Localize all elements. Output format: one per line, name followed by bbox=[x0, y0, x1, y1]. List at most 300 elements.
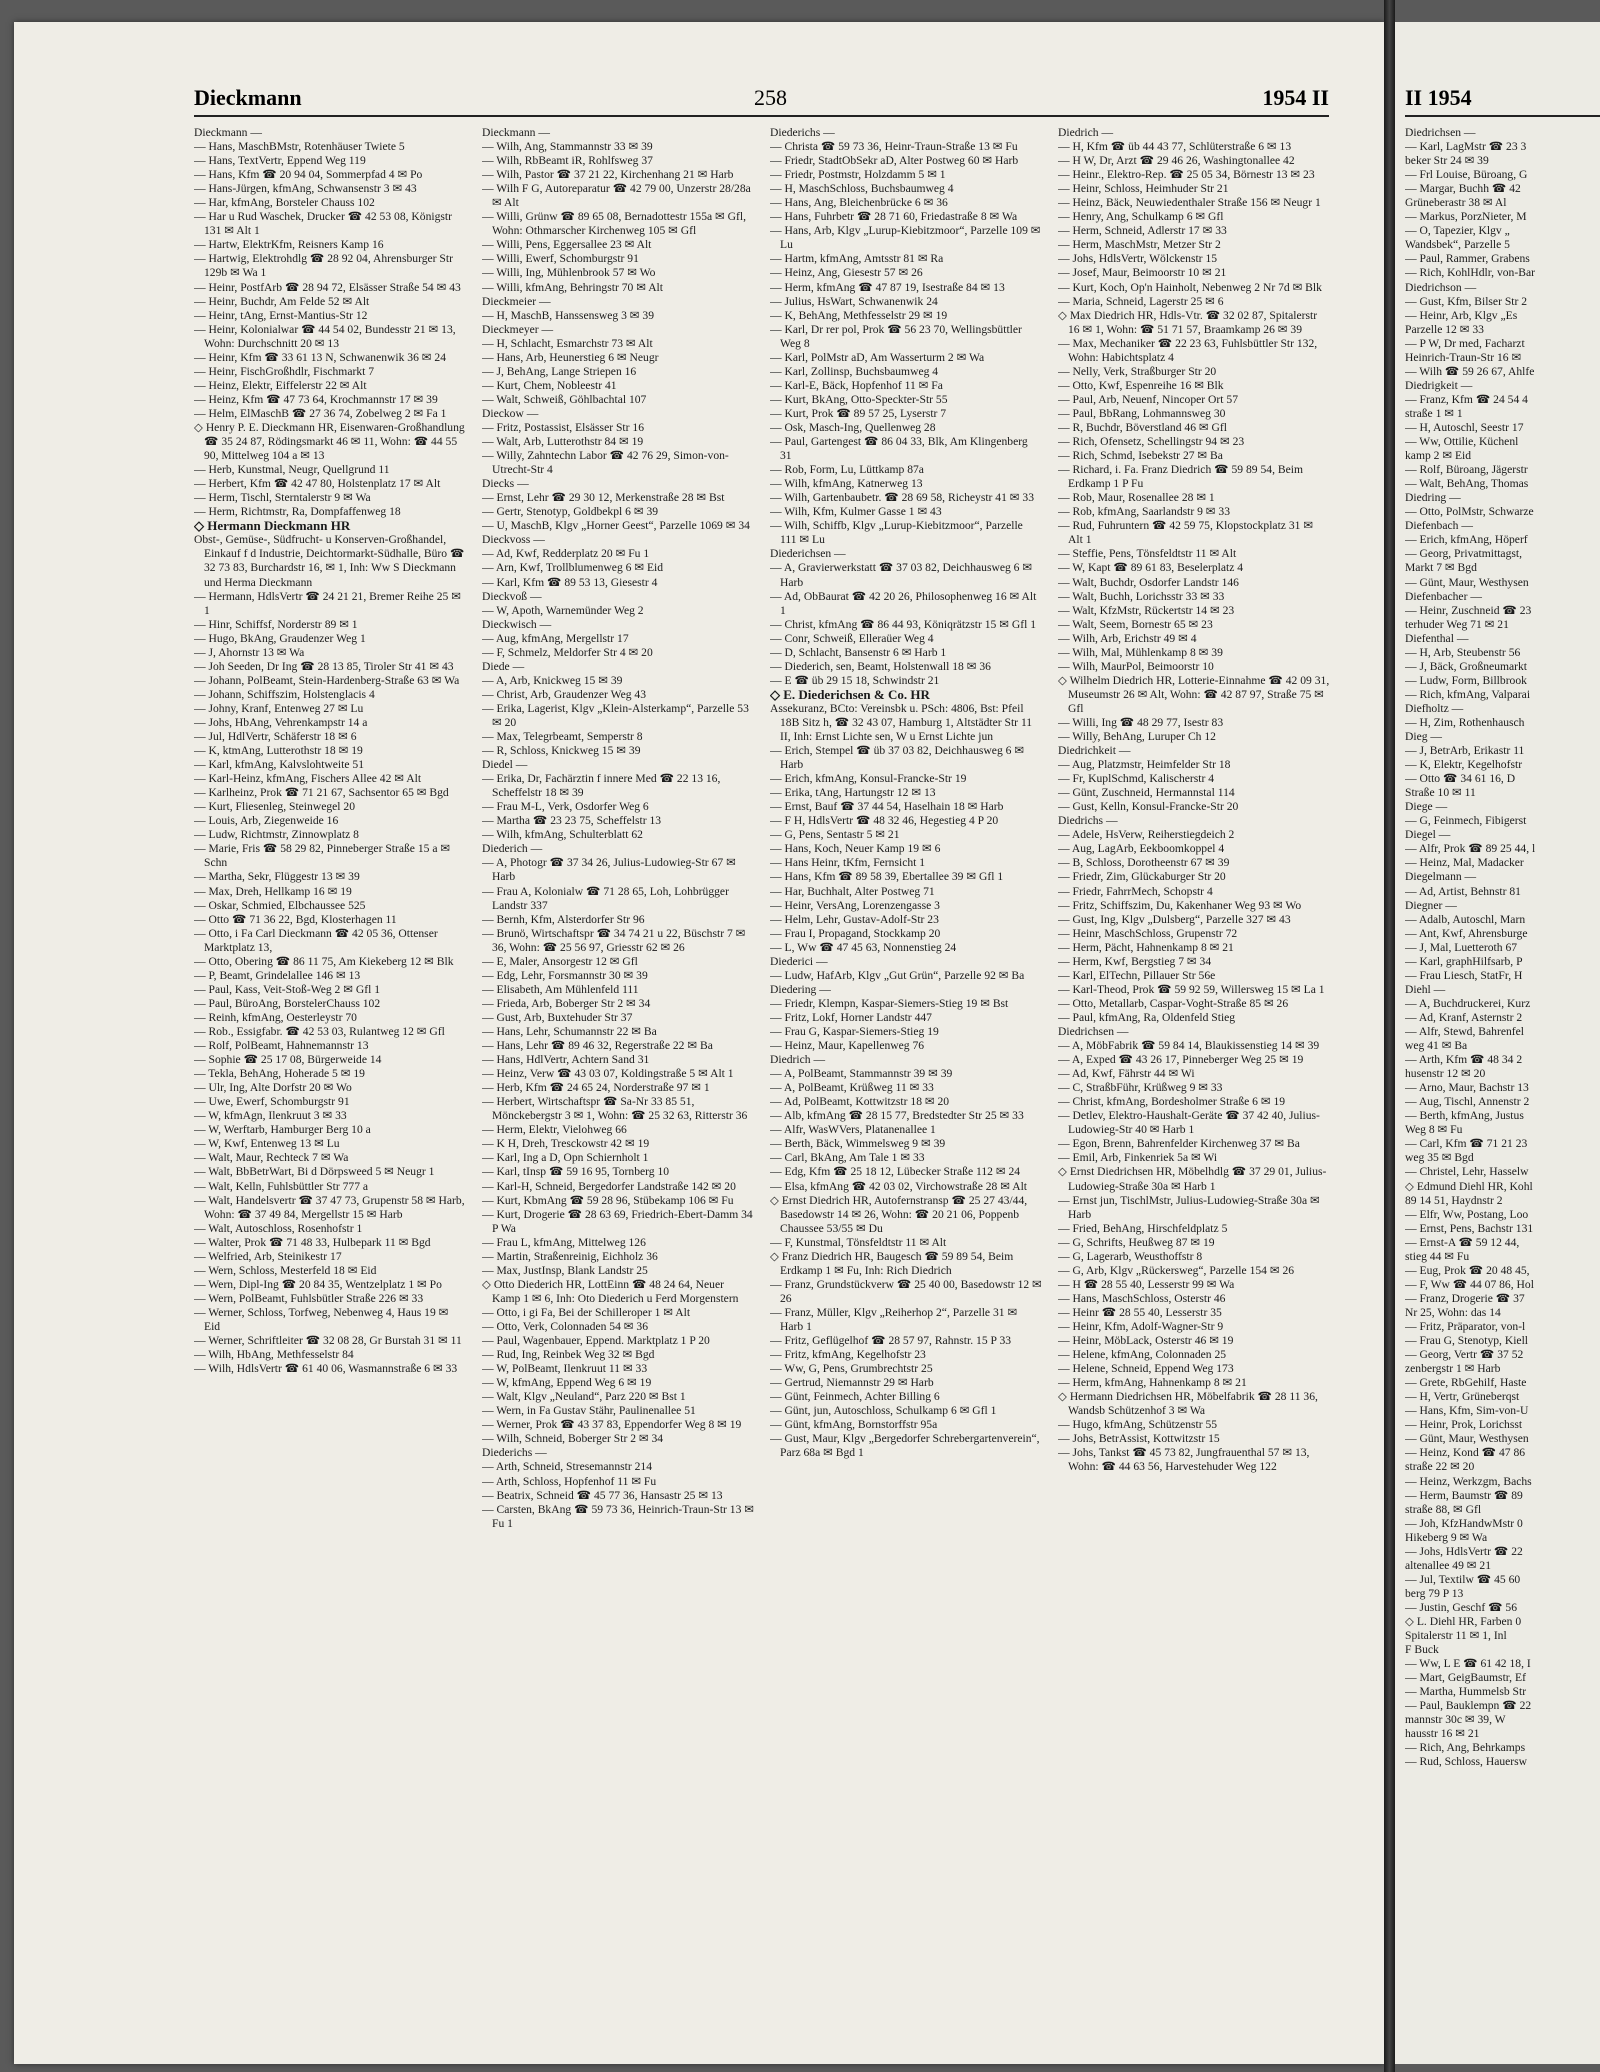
directory-entry: — Otto, Obering ☎ 86 11 75, Am Kiekeberg 12 ✉ Blk bbox=[194, 954, 454, 968]
directory-entry: — F, Ww ☎ 44 07 86, Hol bbox=[1405, 1277, 1534, 1291]
directory-entry: — Heinr, Kfm ☎ 33 61 13 N, Schwanenwik 36 ✉ 24 bbox=[194, 350, 446, 364]
directory-entry: — Heinr, Kolonialwar ☎ 44 54 02, Bundesstr 21 ✉ 13, Wohn: Durchschnitt 20 ✉ 13 bbox=[194, 322, 456, 350]
directory-entry: — Ernst, Bauf ☎ 37 44 54, Haselhain 18 ✉ Harb bbox=[770, 800, 1004, 814]
directory-entry: — Helm, ElMaschB ☎ 27 36 74, Zobelweg 2 ✉ Fa 1 bbox=[194, 406, 447, 420]
directory-entry: — J, Bäck, Großneumarkt bbox=[1405, 659, 1528, 673]
directory-entry: — Johs, HdlsVertr ☎ 22 bbox=[1405, 1544, 1523, 1558]
directory-entry: — Herb, Kunstmal, Neugr, Quellgrund 11 bbox=[194, 463, 390, 477]
directory-entry: Diegel — bbox=[1405, 828, 1451, 842]
directory-entry: — Heinz, Verw ☎ 43 03 07, Koldingstraße 5 ✉ Alt 1 bbox=[482, 1067, 734, 1081]
directory-entry: — Willi, Ing, Mühlenbrook 57 ✉ Wo bbox=[482, 266, 656, 280]
directory-entry: — Frau Liesch, StatFr, H bbox=[1405, 968, 1523, 982]
directory-entry: — Erika, Dr, Fachärztin f innere Med ☎ 22 13 16, Scheffelstr 18 ✉ 39 bbox=[482, 772, 721, 800]
directory-entry: — Rud, Ing, Reinbek Weg 32 ✉ Bgd bbox=[482, 1348, 655, 1362]
directory-entry: — Otto, Kwf, Espenreihe 16 ✉ Blk bbox=[1058, 378, 1224, 392]
directory-entry: — Johny, Kranf, Entenweg 27 ✉ Lu bbox=[194, 701, 364, 715]
directory-entry: — Walter, Prok ☎ 71 48 33, Hulbepark 11 ✉ Bgd bbox=[194, 1235, 431, 1249]
directory-entry: — Gust, Kelln, Konsul-Francke-Str 20 bbox=[1058, 800, 1239, 814]
directory-entry: — Karl-E, Bäck, Hopfenhof 11 ✉ Fa bbox=[770, 378, 943, 392]
directory-entry: — Conr, Schweiß, Elleraüer Weg 4 bbox=[770, 631, 934, 645]
directory-entry: — Paul, Bauklempn ☎ 22 bbox=[1405, 1699, 1532, 1713]
directory-entry: — Herb, Kfm ☎ 24 65 24, Norderstraße 97 ✉ 1 bbox=[482, 1081, 710, 1095]
directory-entry: altenallee 49 ✉ 21 bbox=[1405, 1558, 1492, 1572]
directory-entry: — Arth, Kfm ☎ 48 34 2 bbox=[1405, 1053, 1523, 1067]
directory-entry: — G, Lagerarb, Weusthoffstr 8 bbox=[1058, 1249, 1203, 1263]
directory-entry: — Willi, Ing ☎ 48 29 77, Isestr 83 bbox=[1058, 715, 1224, 729]
directory-entry: — Herm, MaschMstr, Metzer Str 2 bbox=[1058, 238, 1221, 252]
directory-entry: — Maria, Schneid, Lagerstr 25 ✉ 6 bbox=[1058, 294, 1224, 308]
directory-entry: — Ww, L E ☎ 61 42 18, I bbox=[1405, 1657, 1531, 1671]
directory-entry: — Helene, Schneid, Eppend Weg 173 bbox=[1058, 1362, 1234, 1376]
directory-entry: — R, Buchdr, Böverstland 46 ✉ Gfl bbox=[1058, 420, 1227, 434]
directory-page bbox=[14, 22, 1384, 2064]
directory-entry: — Max, Telegrbeamt, Semperstr 8 bbox=[482, 730, 643, 744]
directory-entry: — Hermann, HdlsVertr ☎ 24 21 21, Bremer Reihe 25 ✉ 1 bbox=[194, 589, 461, 617]
directory-column-1 bbox=[194, 126, 466, 2046]
directory-entry: ◇ L. Diehl HR, Farben 0 bbox=[1405, 1614, 1522, 1628]
directory-entry: — Paul, Arb, Neuenf, Nincoper Ort 57 bbox=[1058, 392, 1238, 406]
directory-entry: ◇ E. Diederichsen & Co. HR bbox=[770, 686, 930, 702]
directory-entry: — Heinz, Kfm ☎ 47 73 64, Krochmannstr 17 ✉ 39 bbox=[194, 392, 438, 406]
directory-entry: — Alb, kfmAng ☎ 28 15 77, Bredstedter Str 25 ✉ 33 bbox=[770, 1109, 1024, 1123]
directory-entry: — Ulr, Ing, Alte Dorfstr 20 ✉ Wo bbox=[194, 1081, 352, 1095]
directory-entry: — Walt, Seem, Bornestr 65 ✉ 23 bbox=[1058, 617, 1213, 631]
directory-entry: Diedel — bbox=[482, 758, 528, 772]
directory-entry: — Heinz, Elektr, Eiffelerstr 22 ✉ Alt bbox=[194, 378, 367, 392]
directory-entry: — Herm, Schneid, Adlerstr 17 ✉ 33 bbox=[1058, 224, 1227, 238]
directory-entry: — Christ, kfmAng, Bordesholmer Straße 6 ✉ 19 bbox=[1058, 1095, 1286, 1109]
directory-entry: — W, kfmAgn, Ilenkruut 3 ✉ 33 bbox=[194, 1109, 347, 1123]
directory-entry: — Heinr ☎ 28 55 40, Lesserstr 35 bbox=[1058, 1305, 1222, 1319]
directory-entry: Dieckmeier — bbox=[482, 294, 551, 308]
directory-entry: — E ☎ üb 29 15 18, Schwindstr 21 bbox=[770, 673, 940, 687]
directory-entry: — Rob, Maur, Rosenallee 28 ✉ 1 bbox=[1058, 491, 1215, 505]
directory-entry: — Richard, i. Fa. Franz Diedrich ☎ 59 89 54, Beim Erdkamp 1 P Fu bbox=[1058, 463, 1303, 491]
directory-entry: — Heinr, PostfArb ☎ 28 94 72, Elsässer Straße 54 ✉ 43 bbox=[194, 280, 461, 294]
directory-entry: Diedrichkeit — bbox=[1058, 744, 1131, 758]
directory-column-2 bbox=[482, 126, 754, 2046]
directory-entry: — Hans, Arb, Heunerstieg 6 ✉ Neugr bbox=[482, 350, 659, 364]
directory-entry: — Justin, Geschf ☎ 56 bbox=[1405, 1600, 1518, 1614]
directory-entry: — Martha, Hummelsb Str bbox=[1405, 1685, 1527, 1699]
directory-entry: — W, PolBeamt, Ilenkruut 11 ✉ 33 bbox=[482, 1362, 648, 1376]
directory-entry: — Martin, Straßenreinig, Eichholz 36 bbox=[482, 1249, 658, 1263]
directory-entry: — Wilh, MaurPol, Beimoorstr 10 bbox=[1058, 659, 1214, 673]
directory-entry: — Christ, kfmAng ☎ 86 44 93, Köniqrätzstr 15 ✉ Gfl 1 bbox=[770, 617, 1036, 631]
directory-entry: — Reinh, kfmAng, Oesterleystr 70 bbox=[194, 1010, 357, 1024]
directory-entry: Wandsbek“, Parzelle 5 bbox=[1405, 238, 1510, 252]
directory-entry: ◇ Hermann Dieckmann HR bbox=[194, 518, 351, 534]
directory-entry: — Paul, BüroAng, BorstelerChauss 102 bbox=[194, 996, 381, 1010]
directory-column-3 bbox=[770, 126, 1042, 2046]
directory-entry: — Walt, Schweiß, Göhlbachtal 107 bbox=[482, 392, 647, 406]
directory-entry: — Ludw, HafArb, Klgv „Gut Grün“, Parzelle 92 ✉ Ba bbox=[770, 968, 1025, 982]
directory-entry: — Wilh F G, Autoreparatur ☎ 42 79 00, Unzerstr 28/28a ✉ Alt bbox=[482, 182, 751, 210]
directory-entry: Diedrichsen — bbox=[1058, 1025, 1129, 1038]
directory-entry: ◇ Franz Diedrich HR, Baugesch ☎ 59 89 54, Beim Erdkamp 1 ✉ Fu, Inh: Rich Diedrich bbox=[770, 1249, 1014, 1277]
directory-entry: — Berth, Bäck, Wimmelsweg 9 ✉ 39 bbox=[770, 1137, 946, 1151]
directory-entry: — Beatrix, Schneid ☎ 45 77 36, Hansastr 25 ✉ 13 bbox=[482, 1488, 723, 1502]
directory-entry: — Herbert, Kfm ☎ 42 47 80, Holstenplatz 17 ✉ Alt bbox=[194, 477, 441, 491]
directory-entry: — Aug, kfmAng, Mergellstr 17 bbox=[482, 631, 629, 645]
directory-entry: zenbergstr 1 ✉ Harb bbox=[1405, 1362, 1501, 1376]
directory-entry: Assekuranz, BCto: Vereinsbk u. PSch: 4806, Bst: Pfeil 18B Sitz h, ☎ 32 43 07, Hamburg 1, Altstädter Str 11 II, Inh: Ernst Lichte sen, W u Ernst Lichte jun bbox=[770, 701, 1033, 744]
directory-entry: — Herm, Kwf, Bergstieg 7 ✉ 34 bbox=[1058, 954, 1212, 968]
directory-entry: — Karl, PolMstr aD, Am Wasserturm 2 ✉ Wa bbox=[770, 350, 985, 364]
directory-entry: — Max, Mechaniker ☎ 22 23 63, Fuhlsbüttler Str 132, Wohn: Habichtsplatz 4 bbox=[1058, 336, 1318, 364]
directory-entry: Straße 10 ✉ 11 bbox=[1405, 786, 1476, 800]
directory-entry: — Johann, Schiffszim, Holstenglacis 4 bbox=[194, 687, 375, 701]
directory-entry: — Rich, Ang, Behrkamps bbox=[1405, 1741, 1526, 1755]
directory-entry: — Karl, kfmAng, Kalvslohtweite 51 bbox=[194, 758, 365, 772]
directory-entry: — Herm, kfmAng ☎ 47 87 19, Isestraße 84 ✉ 13 bbox=[770, 280, 1005, 294]
directory-entry: — Hans, HdlVertr, Achtern Sand 31 bbox=[482, 1053, 650, 1067]
directory-entry: — Josef, Maur, Beimoorstr 10 ✉ 21 bbox=[1058, 266, 1227, 280]
directory-entry: — G, Schrifts, Heußweg 87 ✉ 19 bbox=[1058, 1235, 1215, 1249]
directory-entry: — Joh Seeden, Dr Ing ☎ 28 13 85, Tiroler Str 41 ✉ 43 bbox=[194, 659, 454, 673]
directory-entry: — Gertrud, Niemannstr 29 ✉ Harb bbox=[770, 1376, 934, 1390]
directory-entry: — Hans, Lehr ☎ 89 46 32, Regerstraße 22 ✉ Ba bbox=[482, 1039, 713, 1053]
directory-entry: — Max, JustInsp, Blank Landstr 25 bbox=[482, 1263, 648, 1277]
directory-entry: — H, Schlacht, Esmarchstr 73 ✉ Alt bbox=[482, 336, 653, 350]
directory-entry: — D, Schlacht, Bansenstr 6 ✉ Harb 1 bbox=[770, 645, 947, 659]
directory-column-4 bbox=[1058, 126, 1330, 2046]
directory-entry: Diefenbach — bbox=[1405, 519, 1473, 533]
directory-entry: — Willi, Grünw ☎ 89 65 08, Bernadottestr 155a ✉ Gfl, Wohn: Othmarscher Kirchenweg 105 ✉ Gfl bbox=[482, 210, 747, 238]
directory-entry: — Frieda, Arb, Boberger Str 2 ✉ 34 bbox=[482, 996, 651, 1010]
directory-entry: ◇ Henry P. E. Dieckmann HR, Eisenwaren-Großhandlung ☎ 35 24 87, Rödingsmarkt 46 ✉ 11, Wohn: ☎ 44 55 90, Mittelweg 104 a ✉ 13 bbox=[194, 420, 465, 463]
directory-entry: — J, Ahornstr 13 ✉ Wa bbox=[194, 645, 305, 659]
directory-entry: — Marie, Fris ☎ 58 29 82, Pinneberger Straße 15 a ✉ Schn bbox=[194, 842, 451, 870]
directory-entry: Heinrich-Traun-Str 16 ✉ bbox=[1405, 350, 1522, 364]
directory-entry: — Osk, Masch-Ing, Quellenweg 28 bbox=[770, 420, 936, 434]
directory-entry: — Fritz, Präparator, von-l bbox=[1405, 1319, 1526, 1333]
directory-entry: — Herm, Tischl, Sterntalerstr 9 ✉ Wa bbox=[194, 491, 371, 505]
directory-entry: — Gust, Arb, Buxtehuder Str 37 bbox=[482, 1010, 633, 1024]
directory-entry: — Ad, ObBaurat ☎ 42 20 26, Philosophenweg 16 ✉ Alt 1 bbox=[770, 589, 1037, 617]
directory-entry: — Helene, kfmAng, Colonnaden 25 bbox=[1058, 1348, 1227, 1362]
directory-entry: — H, MaschB, Hanssensweg 3 ✉ 39 bbox=[482, 308, 655, 322]
directory-entry: — Walt, Handelsvertr ☎ 37 47 73, Grupenstr 58 ✉ Harb, Wohn: ☎ 37 49 84, Mergellstr 15 ✉ Harb bbox=[194, 1193, 465, 1221]
directory-entry: — Grete, RbGehilf, Haste bbox=[1405, 1376, 1527, 1390]
directory-entry: — Elsa, kfmAng ☎ 42 03 02, Virchowstraße 28 ✉ Alt bbox=[770, 1179, 1028, 1193]
directory-entry: Diederici — bbox=[770, 954, 828, 968]
directory-entry: — Aug, Platzmstr, Heimfelder Str 18 bbox=[1058, 758, 1231, 772]
directory-entry: — Alfr, WasWVers, Platanenallee 1 bbox=[770, 1123, 936, 1137]
directory-entry: — Brunö, Wirtschaftspr ☎ 34 74 21 u 22, Büschstr 7 ✉ 36, Wohn: ☎ 25 56 97, Griesstr 62 ✉ 26 bbox=[482, 926, 746, 954]
directory-entry: straße 88, ✉ Gfl bbox=[1405, 1502, 1482, 1516]
directory-entry: — K, BehAng, Methfesselstr 29 ✉ 19 bbox=[770, 308, 948, 322]
directory-entry: — Gust, Kfm, Bilser Str 2 bbox=[1405, 294, 1528, 308]
directory-entry: — Heinr, FischGroßhdlr, Fischmarkt 7 bbox=[194, 364, 375, 378]
directory-entry: — Frl Louise, Büroang, G bbox=[1405, 168, 1528, 182]
directory-entry: ◇ Otto Diederich HR, LottEinn ☎ 48 24 64, Neuer Kamp 1 ✉ 6, Inh: Oto Diederich u Ferd Morgenstern bbox=[482, 1277, 739, 1305]
directory-entry: — Rob, kfmAng, Saarlandstr 9 ✉ 33 bbox=[1058, 505, 1231, 519]
directory-entry: — Franz, Drogerie ☎ 37 bbox=[1405, 1291, 1525, 1305]
directory-entry: — Walt, BbBetrWart, Bi d Dörpsweed 5 ✉ Neugr 1 bbox=[194, 1165, 435, 1179]
directory-entry: — Christ, Arb, Graudenzer Weg 43 bbox=[482, 687, 647, 701]
directory-entry: — Hans Heinr, tKfm, Fernsicht 1 bbox=[770, 856, 926, 870]
directory-entry: — B, Schloss, Dorotheenstr 67 ✉ 39 bbox=[1058, 856, 1230, 870]
directory-entry: — A, PolBeamt, Stammannstr 39 ✉ 39 bbox=[770, 1067, 953, 1081]
directory-entry: — Sophie ☎ 25 17 08, Bürgerweide 14 bbox=[194, 1053, 382, 1067]
directory-entry: — E, Maler, Ansorgestr 12 ✉ Gfl bbox=[482, 954, 638, 968]
directory-entry: — Ernst, Lehr ☎ 29 30 12, Merkenstraße 28 ✉ Bst bbox=[482, 491, 725, 505]
directory-entry: — Ad, Kwf, Redderplatz 20 ✉ Fu 1 bbox=[482, 547, 650, 561]
directory-entry: — F, Kunstmal, Tönsfeldtstr 11 ✉ Alt bbox=[770, 1235, 947, 1249]
directory-entry: ◇ Ernst Diedrichsen HR, Möbelhdlg ☎ 37 29 01, Julius-Ludowieg-Straße 30a ✉ Harb 1 bbox=[1058, 1165, 1327, 1193]
directory-entry: — Eug, Prok ☎ 20 48 45, bbox=[1405, 1263, 1530, 1277]
directory-entry: — Kurt, Prok ☎ 89 57 25, Lyserstr 7 bbox=[770, 406, 947, 420]
directory-entry: — Karl, ElTechn, Pillauer Str 56e bbox=[1058, 968, 1216, 982]
directory-entry: — H, Zim, Rothenhausch bbox=[1405, 715, 1525, 729]
directory-entry: — H, Kfm ☎ üb 44 43 77, Schlüterstraße 6 ✉ 13 bbox=[1058, 140, 1292, 154]
directory-entry: — Karl, Ing a D, Opn Schiernholt 1 bbox=[482, 1151, 649, 1165]
directory-entry: Dieg — bbox=[1405, 730, 1443, 744]
directory-entry: — Martha ☎ 23 23 75, Scheffelstr 13 bbox=[482, 814, 662, 828]
directory-entry: — Hans, Arb, Klgv „Lurup-Kiebitzmoor“, Parzelle 109 ✉ Lu bbox=[770, 224, 1041, 252]
directory-entry: — Fritz, kfmAng, Kegelhofstr 23 bbox=[770, 1348, 926, 1362]
directory-entry: — Frau G, Stenotyp, Kiell bbox=[1405, 1334, 1529, 1348]
directory-entry: — Elfr, Ww, Postang, Loo bbox=[1405, 1207, 1529, 1221]
directory-entry: — Arth, Schneid, Stresemannstr 214 bbox=[482, 1460, 653, 1474]
directory-entry: — Margar, Buchh ☎ 42 bbox=[1405, 182, 1521, 196]
directory-entry: — Henry, Ang, Schulkamp 6 ✉ Gfl bbox=[1058, 210, 1224, 224]
directory-entry: — Wilh, Pastor ☎ 37 21 22, Kirchenhang 21 ✉ Harb bbox=[482, 168, 734, 182]
directory-entry: — Karl-Heinz, kfmAng, Fischers Allee 42 ✉ Alt bbox=[194, 772, 422, 786]
directory-entry: — Gust, Maur, Klgv „Bergedorfer Schrebergartenverein“, Parz 68a ✉ Bgd 1 bbox=[770, 1432, 1040, 1460]
directory-entry: — A, Photogr ☎ 37 34 26, Julius-Ludowieg-Str 67 ✉ Harb bbox=[482, 856, 736, 884]
directory-entry: — Fritz, Postassist, Elsässer Str 16 bbox=[482, 420, 644, 434]
directory-entry: — A, MöbFabrik ☎ 59 84 14, Blaukissenstieg 14 ✉ 39 bbox=[1058, 1039, 1320, 1053]
directory-entry: — K H, Dreh, Tresckowstr 42 ✉ 19 bbox=[482, 1137, 650, 1151]
directory-entry: — Hartm, kfmAng, Amtsstr 81 ✉ Ra bbox=[770, 252, 944, 266]
directory-entry: ◇ Ernst Diedrich HR, Autofernstransp ☎ 25 27 43/44, Basedowstr 14 ✉ 26, Wohn: ☎ 20 21 06, Poppenb Chaussee 53/55 ✉ Du bbox=[770, 1193, 1028, 1235]
directory-entry: — Otto, Verk, Colonnaden 54 ✉ 36 bbox=[482, 1319, 649, 1333]
directory-entry: — C, StraßbFühr, Krüßweg 9 ✉ 33 bbox=[1058, 1081, 1223, 1095]
directory-entry: — Heinr, tAng, Ernst-Mantius-Str 12 bbox=[194, 308, 368, 322]
directory-entry: — J, Mal, Luetteroth 67 bbox=[1405, 940, 1518, 954]
directory-entry: — Johs, HdlsVertr, Wölckenstr 15 bbox=[1058, 252, 1218, 266]
directory-entry: — Nelly, Verk, Straßburger Str 20 bbox=[1058, 364, 1217, 378]
directory-entry: hausstr 16 ✉ 21 bbox=[1405, 1727, 1480, 1741]
directory-entry: — A, Exped ☎ 43 26 17, Pinneberger Weg 25 ✉ 19 bbox=[1058, 1053, 1304, 1067]
directory-entry: — Herm, kfmAng, Hahnenkamp 8 ✉ 21 bbox=[1058, 1376, 1247, 1390]
directory-entry: Markt 7 ✉ Bgd bbox=[1405, 561, 1477, 575]
directory-entry: — Arth, Schloss, Hopfenhof 11 ✉ Fu bbox=[482, 1474, 657, 1488]
directory-entry: — Kurt, Drogerie ☎ 28 63 69, Friedrich-Ebert-Damm 34 P Wa bbox=[482, 1207, 753, 1235]
directory-entry: — Heinr, MaschSchloss, Grupenstr 72 bbox=[1058, 926, 1238, 940]
directory-entry: — Heinr, Schloss, Heimhuder Str 21 bbox=[1058, 182, 1229, 196]
directory-entry: Diege — bbox=[1405, 800, 1448, 814]
directory-entry: — Diederich, sen, Beamt, Holstenwall 18 ✉ 36 bbox=[770, 659, 991, 673]
directory-entry: — W, Kwf, Entenweg 13 ✉ Lu bbox=[194, 1137, 340, 1151]
directory-entry: — Fr, KuplSchmd, Kalischerstr 4 bbox=[1058, 772, 1215, 786]
directory-entry: — A, Buchdruckerei, Kurz bbox=[1405, 996, 1531, 1010]
directory-entry: 89 14 51, Haydnstr 2 bbox=[1405, 1193, 1503, 1207]
directory-entry: — Friedr, Postmstr, Holzdamm 5 ✉ 1 bbox=[770, 168, 946, 182]
directory-entry: berg 79 P 13 bbox=[1405, 1586, 1464, 1600]
directory-entry: Diedrichson — bbox=[1405, 280, 1477, 294]
directory-entry: — Hans, Ang, Bleichenbrücke 6 ✉ 36 bbox=[770, 196, 948, 210]
directory-entry: Diedrichsen — bbox=[1405, 126, 1476, 139]
directory-entry: — Arn, Kwf, Trollblumenweg 6 ✉ Eid bbox=[482, 561, 664, 575]
directory-entry: — Julius, HsWart, Schwanenwik 24 bbox=[770, 294, 938, 308]
directory-entry: Dieckvoß — bbox=[482, 589, 542, 603]
directory-entry: — Heinr, Arb, Klgv „Es bbox=[1405, 308, 1518, 322]
directory-entry: — Günt, Zuschneid, Hermannstal 114 bbox=[1058, 786, 1235, 800]
directory-entry: — Wilh, kfmAng, Schulterblatt 62 bbox=[482, 828, 643, 842]
book-gutter bbox=[1384, 0, 1395, 2072]
directory-entry: — Walt, Kelln, Fuhlsbüttler Str 777 a bbox=[194, 1179, 369, 1193]
directory-entry: — Adele, HsVerw, Reiherstiegdeich 2 bbox=[1058, 828, 1235, 842]
directory-entry: — Elisabeth, Am Mühlenfeld 111 bbox=[482, 982, 639, 996]
directory-entry: — Kurt, Koch, Op'n Hainholt, Nebenweg 2 Nr 7d ✉ Blk bbox=[1058, 280, 1322, 294]
directory-entry: — Har, kfmAng, Borsteler Chauss 102 bbox=[194, 196, 375, 210]
directory-entry: — Carsten, BkAng ☎ 59 73 36, Heinrich-Traun-Str 13 ✉ Fu 1 bbox=[482, 1502, 754, 1530]
directory-entry: — Heinr, Prok, Lorichsst bbox=[1405, 1418, 1523, 1432]
directory-entry: — Kurt, KbmAng ☎ 59 28 96, Stübekamp 106 ✉ Fu bbox=[482, 1193, 734, 1207]
directory-entry: — Fritz, Geflügelhof ☎ 28 57 97, Rahnstr. 15 P 33 bbox=[770, 1334, 1012, 1348]
directory-entry: — Wilh, Arb, Erichstr 49 ✉ 4 bbox=[1058, 631, 1197, 645]
directory-entry: Parzelle 12 ✉ 33 bbox=[1405, 322, 1484, 336]
directory-entry: — Günt, jun, Autoschloss, Schulkamp 6 ✉ Gfl 1 bbox=[770, 1404, 997, 1418]
directory-entry: — Louis, Arb, Ziegenweide 16 bbox=[194, 814, 339, 828]
directory-entry: ◇ Max Diedrich HR, Hdls-Vtr. ☎ 32 02 87, Spitalerstr 16 ✉ 1, Wohn: ☎ 51 71 57, Braamkamp 26 ✉ 39 bbox=[1058, 308, 1318, 336]
directory-entry: — Joh, KfzHandwMstr 0 bbox=[1405, 1516, 1523, 1530]
directory-entry: — Hans, Kfm ☎ 89 58 39, Ebertallee 39 ✉ Gfl 1 bbox=[770, 870, 1004, 884]
directory-entry: ◇ Wilhelm Diedrich HR, Lotterie-Einnahme ☎ 42 09 31, Museumstr 26 ✉ Alt, Wohn: ☎ 42 87 97, Straße 75 ✉ Gfl bbox=[1058, 673, 1330, 715]
directory-entry: — Heinr, Kfm, Adolf-Wagner-Str 9 bbox=[1058, 1319, 1224, 1333]
directory-entry: — Willy, BehAng, Luruper Ch 12 bbox=[1058, 730, 1216, 744]
directory-entry: — Rich, Ofensetz, Schellingstr 94 ✉ 23 bbox=[1058, 435, 1245, 449]
directory-entry: — Rolf, Büroang, Jägerstr bbox=[1405, 463, 1528, 477]
directory-entry: — Wern, in Fa Gustav Stähr, Paulinenallee 51 bbox=[482, 1404, 696, 1418]
directory-entry: Nr 25, Wohn: das 14 bbox=[1405, 1305, 1501, 1319]
directory-entry: Diefholtz — bbox=[1405, 701, 1464, 715]
directory-entry: — W, Apoth, Warnemünder Weg 2 bbox=[482, 603, 644, 617]
directory-entry: — Welfried, Arb, Steinikestr 17 bbox=[194, 1249, 342, 1263]
directory-entry: — F H, HdlsVertr ☎ 48 32 46, Hegestieg 4 P 20 bbox=[770, 814, 999, 828]
directory-entry: — Friedr, Klempn, Kaspar-Siemers-Stieg 19 ✉ Bst bbox=[770, 996, 1009, 1010]
directory-entry: beker Str 24 ✉ 39 bbox=[1405, 154, 1489, 168]
directory-entry: — Emil, Arb, Finkenriek 5a ✉ Wi bbox=[1058, 1151, 1218, 1165]
next-page-edge bbox=[1395, 22, 1600, 2064]
directory-entry: Diecks — bbox=[482, 477, 529, 491]
directory-entry: — Karl, tInsp ☎ 59 16 95, Tornberg 10 bbox=[482, 1165, 670, 1179]
directory-entry: — Jul, HdlVertr, Schäferstr 18 ✉ 6 bbox=[194, 730, 357, 744]
directory-entry: straße 22 ✉ 20 bbox=[1405, 1460, 1475, 1474]
directory-entry: — Otto ☎ 71 36 22, Bgd, Klosterhagen 11 bbox=[194, 912, 397, 926]
directory-entry: — Walt, Klgv „Neuland“, Parz 220 ✉ Bst 1 bbox=[482, 1390, 686, 1404]
directory-entry: — Franz, Grundstückverw ☎ 25 40 00, Basedowstr 12 ✉ 26 bbox=[770, 1277, 1042, 1305]
directory-entry: — Otto, Metallarb, Caspar-Voght-Straße 85 ✉ 26 bbox=[1058, 996, 1289, 1010]
directory-entry: — Har u Rud Waschek, Drucker ☎ 42 53 08, Königstr 131 ✉ Alt 1 bbox=[194, 210, 453, 238]
directory-entry: — Ad, Artist, Behnstr 81 bbox=[1405, 884, 1521, 898]
directory-entry: — Kurt, BkAng, Otto-Speckter-Str 55 bbox=[770, 392, 948, 406]
directory-entry: — A, Gravierwerkstatt ☎ 37 03 82, Deichhausweg 6 ✉ Harb bbox=[770, 561, 1033, 589]
directory-entry: straße 1 ✉ 1 bbox=[1405, 406, 1463, 420]
directory-entry: — Arno, Maur, Bachstr 13 bbox=[1405, 1081, 1529, 1095]
directory-entry: — Wilh, RbBeamt iR, Rohlfsweg 37 bbox=[482, 154, 653, 168]
directory-entry: — Fritz, Schiffszim, Du, Kakenhaner Weg 93 ✉ Wo bbox=[1058, 898, 1302, 912]
directory-entry: — Herbert, Wirtschaftspr ☎ Sa-Nr 33 85 51, Mönckebergstr 3 ✉ 1, Wohn: ☎ 25 32 63, Ritterstr 36 bbox=[482, 1095, 748, 1123]
directory-entry: Diefenbacher — bbox=[1405, 589, 1482, 603]
directory-entry: Diehl — bbox=[1405, 982, 1446, 996]
directory-entry: — P, Beamt, Grindelallee 146 ✉ 13 bbox=[194, 968, 361, 982]
directory-entry: — Ad, Kranf, Asternstr 2 bbox=[1405, 1010, 1523, 1024]
directory-entry: Diegelmann — bbox=[1405, 870, 1477, 884]
directory-entry: — Willi, Pens, Eggersallee 23 ✉ Alt bbox=[482, 238, 652, 252]
directory-entry: — Otto, i Fa Carl Dieckmann ☎ 42 05 36, Ottenser Marktplatz 13, bbox=[194, 926, 438, 954]
directory-entry: — Martha, Sekr, Flüggestr 13 ✉ 39 bbox=[194, 870, 360, 884]
directory-entry: — G, Pens, Sentastr 5 ✉ 21 bbox=[770, 828, 900, 842]
directory-entry: — W, Kapt ☎ 89 61 83, Beselerplatz 4 bbox=[1058, 561, 1244, 575]
directory-entry: — Karl, LagMstr ☎ 23 3 bbox=[1405, 140, 1527, 154]
directory-entry: — Paul, kfmAng, Ra, Oldenfeld Stieg bbox=[1058, 1010, 1236, 1024]
directory-entry: — Franz, Müller, Klgv „Reiherhop 2“, Parzelle 31 ✉ Harb 1 bbox=[770, 1305, 1018, 1333]
directory-entry: — K, Elektr, Kegelhofstr bbox=[1405, 758, 1523, 772]
directory-entry: — Willy, Zahntechn Labor ☎ 42 76 29, Simon-von-Utrecht-Str 4 bbox=[482, 449, 729, 477]
directory-entry: — Jul, Textilw ☎ 45 60 bbox=[1405, 1572, 1521, 1586]
directory-entry: — H W, Dr, Arzt ☎ 29 46 26, Washingtonallee 42 bbox=[1058, 154, 1295, 168]
directory-entry: — Hugo, BkAng, Graudenzer Weg 1 bbox=[194, 631, 366, 645]
directory-entry: Diederichsen — bbox=[770, 547, 846, 561]
directory-entry: — W, Werftarb, Hamburger Berg 10 a bbox=[194, 1123, 371, 1137]
directory-entry: — Johs, HbAng, Vehrenkampstr 14 a bbox=[194, 715, 368, 729]
directory-entry: — Wilh ☎ 59 26 67, Ahlfe bbox=[1405, 364, 1535, 378]
directory-entry: — Karl, Dr rer pol, Prok ☎ 56 23 70, Wellingsbüttler Weg 8 bbox=[770, 322, 1022, 350]
directory-entry: — Edg, Lehr, Forsmannstr 30 ✉ 39 bbox=[482, 968, 648, 982]
directory-entry: — F, Schmelz, Meldorfer Str 4 ✉ 20 bbox=[482, 645, 653, 659]
directory-entry: — Rolf, PolBeamt, Hahnemannstr 13 bbox=[194, 1039, 369, 1053]
directory-entry: — Friedr, FahrrMech, Schopstr 4 bbox=[1058, 884, 1213, 898]
next-page-column bbox=[1405, 126, 1595, 2046]
directory-entry: — Günt, Maur, Westhysen bbox=[1405, 575, 1529, 589]
directory-entry: — Christa ☎ 59 73 36, Heinr-Traun-Straße 13 ✉ Fu bbox=[770, 140, 1018, 154]
directory-entry: — Rob, Form, Lu, Lüttkamp 87a bbox=[770, 463, 924, 477]
directory-entry: — Tekla, BehAng, Hoherade 5 ✉ 19 bbox=[194, 1067, 365, 1081]
directory-entry: — Johann, PolBeamt, Stein-Hardenberg-Straße 63 ✉ Wa bbox=[194, 673, 460, 687]
directory-entry: — Karl, Kfm ☎ 89 53 13, Giesestr 4 bbox=[482, 575, 658, 589]
directory-entry: — Johs, Tankst ☎ 45 73 82, Jungfrauenthal 57 ✉ 13, Wohn: ☎ 44 63 56, Harvestehuder Weg 122 bbox=[1058, 1446, 1310, 1474]
directory-entry: — Frau G, Kaspar-Siemers-Stieg 19 bbox=[770, 1025, 939, 1038]
directory-entry: mannstr 30c ✉ 39, W bbox=[1405, 1713, 1506, 1727]
directory-entry: — Hans, Kfm, Sim-von-U bbox=[1405, 1404, 1529, 1418]
directory-entry: — Walt, Arb, Lutterothstr 84 ✉ 19 bbox=[482, 435, 644, 449]
directory-entry: — Karlheinz, Prok ☎ 71 21 67, Sachsentor 65 ✉ Bgd bbox=[194, 786, 449, 800]
directory-entry: — H, Arb, Steubenstr 56 bbox=[1405, 645, 1521, 659]
directory-entry: Diederichs — bbox=[770, 126, 835, 139]
directory-entry: Hikeberg 9 ✉ Wa bbox=[1405, 1530, 1488, 1544]
directory-entry: — J, BetrArb, Erikastr 11 bbox=[1405, 744, 1525, 758]
directory-entry: — Herm, Pächt, Hahnenkamp 8 ✉ 21 bbox=[1058, 940, 1234, 954]
directory-entry: weg 35 ✉ Bgd bbox=[1405, 1151, 1474, 1165]
directory-entry: — Rich, kfmAng, Valparai bbox=[1405, 687, 1531, 701]
directory-entry: — Ww, G, Pens, Grumbrechtstr 25 bbox=[770, 1362, 933, 1376]
directory-entry: terhuder Weg 71 ✉ 21 bbox=[1405, 617, 1509, 631]
directory-entry: — Wilh, Schiffb, Klgv „Lurup-Kiebitzmoor“, Parzelle 111 ✉ Lu bbox=[770, 519, 1023, 547]
directory-entry: Dieckvoss — bbox=[482, 533, 545, 547]
directory-entry: — Günt, Maur, Westhysen bbox=[1405, 1432, 1529, 1446]
directory-entry: — Erich, Stempel ☎ üb 37 03 82, Deichhausweg 6 ✉ Harb bbox=[770, 744, 1025, 772]
directory-entry: Weg 8 ✉ Fu bbox=[1405, 1123, 1463, 1137]
directory-entry: — Walt, Autoschloss, Rosenhofstr 1 bbox=[194, 1221, 363, 1235]
directory-entry: — Werner, Prok ☎ 43 37 83, Eppendorfer Weg 8 ✉ 19 bbox=[482, 1418, 742, 1432]
directory-entry: — Mart, GeigBaumstr, Ef bbox=[1405, 1671, 1526, 1685]
directory-entry: Diedring — bbox=[1405, 491, 1461, 505]
page-header bbox=[194, 85, 1329, 117]
